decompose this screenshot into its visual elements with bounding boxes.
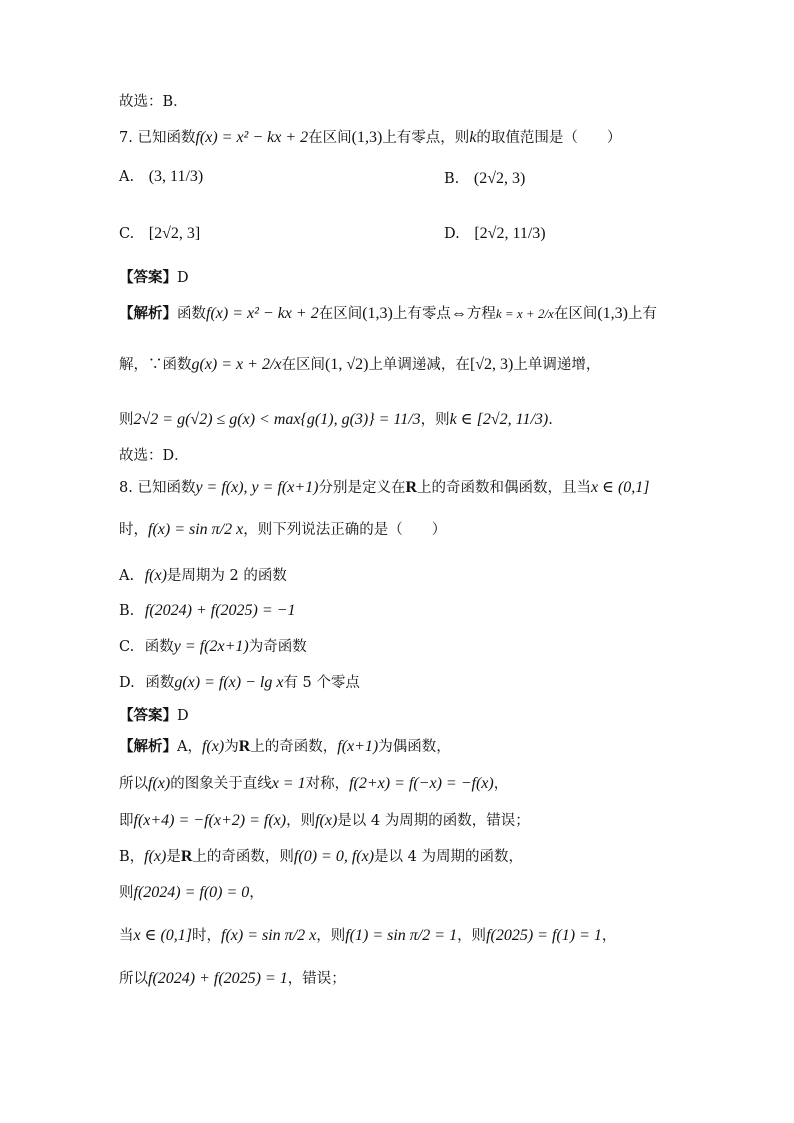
f: f(x) [201, 738, 225, 755]
f: (1, √2) [325, 356, 369, 373]
q8-option-d [119, 673, 360, 693]
q8-option-b [119, 601, 295, 621]
q8-analysis-line-7 [119, 969, 346, 989]
t: 当 [119, 928, 134, 944]
q7-stem-text-d: 的取值范围是（ ） [476, 130, 622, 146]
t: 为奇函数 [248, 639, 307, 655]
f: x = 1 [271, 775, 306, 792]
real-set-symbol: R [180, 848, 193, 865]
t: 上有零点 [392, 306, 451, 322]
t: 上的奇函数和偶函数，且当 [417, 480, 592, 496]
because-symbol: ∵ [148, 357, 163, 373]
q8-answer-value: D [177, 708, 189, 724]
q8-stem-line-2 [119, 520, 446, 540]
f: f(x) = sin π/2 x [148, 521, 244, 538]
t: ，则 [316, 928, 346, 944]
previous-answer-line: 故选：B． [119, 94, 188, 110]
f: f(x+1) [337, 738, 379, 755]
q7-analysis-tag: 【解析】 [119, 305, 177, 322]
q8-analysis-line-5 [119, 883, 264, 903]
q7-option-b [444, 170, 525, 188]
q7-option-d-label: D. [444, 226, 460, 242]
t: 所以 [119, 776, 148, 792]
t: 函数 [145, 675, 175, 691]
t: 函数 [144, 639, 174, 655]
t: 在区间 [318, 306, 363, 322]
q8-option-c [119, 637, 307, 657]
q7-option-c-value: [2√2, 3] [148, 225, 201, 242]
q7-option-c [119, 225, 200, 243]
f: f(x) = x² − kx + 2 [206, 305, 319, 322]
q7-option-a-value: (3, 11/3) [148, 168, 204, 185]
q7-option-d [444, 225, 546, 243]
label: A. [119, 568, 135, 584]
t: 解， [119, 357, 148, 373]
f: f(x) [144, 848, 167, 865]
t: B， [119, 849, 145, 865]
t: 上的奇函数， [250, 739, 338, 755]
q8-analysis-line-2 [119, 774, 508, 794]
real-set-symbol: R [405, 479, 418, 496]
t: 有 5 个零点 [283, 675, 360, 691]
t: ， [493, 776, 509, 792]
q7-answer-value: D [177, 270, 189, 286]
q8-option-a [119, 566, 287, 586]
t: 上的奇函数，则 [192, 849, 294, 865]
f: f(2024) + f(2025) = 1 [148, 970, 288, 987]
q7-option-b-value: (2√2, 3) [473, 170, 526, 187]
t: 的图象关于直线 [170, 776, 272, 792]
t: 上有 [627, 306, 657, 322]
q7-interval: (1,3) [351, 129, 383, 146]
q8-analysis-line-3 [119, 811, 530, 831]
q7-stem-text-b: 在区间 [308, 130, 352, 146]
t: 所以 [119, 971, 148, 987]
f: f(x+4) = −f(x+2) = f(x) [133, 812, 287, 829]
f: f(x) = sin π/2 x [221, 927, 317, 944]
q8-analysis-line-4 [119, 847, 523, 867]
q8-answer-tag: 【答案】 [119, 707, 177, 724]
f: f(0) = 0, f(x) [293, 848, 375, 865]
f: f(x) [148, 775, 171, 792]
t: 上单调递增， [513, 357, 601, 373]
f: x ∈ (0,1] [591, 479, 650, 496]
t: 为偶函数， [378, 739, 451, 755]
f: ⇔ [450, 305, 467, 322]
q7-stem-text: 已知函数 [137, 130, 196, 146]
q7-stem [119, 128, 621, 148]
f: f(2+x) = f(−x) = −f(x) [349, 775, 494, 792]
t: 是周期为 2 的函数 [166, 568, 287, 584]
f: f(2025) = f(1) = 1 [486, 927, 602, 944]
f: g(x) = x + 2/x [191, 356, 282, 373]
label: C. [119, 639, 135, 655]
q8-analysis-tag: 【解析】 [119, 738, 177, 755]
t: ，错误； [287, 971, 346, 987]
f: f(2024) = f(0) = 0 [133, 884, 250, 901]
q7-option-d-value: [2√2, 11/3) [474, 225, 546, 242]
t: 在区间 [553, 306, 598, 322]
f: x ∈ (0,1] [133, 927, 192, 944]
t: 则 [119, 885, 134, 901]
q8-stem-line-1 [119, 478, 650, 498]
t: 则 [119, 412, 134, 428]
q7-analysis-line-2 [119, 355, 600, 375]
t: 是 [166, 849, 181, 865]
t: ，则下列说法正确的是（ ） [243, 522, 447, 538]
q8-analysis-line-1 [119, 737, 451, 757]
t: 已知函数 [137, 480, 196, 496]
t: 分别是定义在 [318, 480, 406, 496]
q7-var: k [469, 129, 477, 146]
q7-answer-tag: 【答案】 [119, 269, 177, 286]
q8-answer [119, 706, 189, 726]
t: 上单调递减，在 [368, 357, 470, 373]
f: f(x) [315, 812, 338, 829]
t: ， [249, 885, 264, 901]
label: D. [119, 675, 135, 691]
t: 为 [224, 739, 239, 755]
q8-analysis-line-6 [119, 926, 616, 946]
q7-stem-text-c: 上有零点，则 [382, 130, 470, 146]
t: 对称， [305, 776, 350, 792]
f: k = x + 2/x [495, 306, 554, 321]
t: 是以 4 为周期的函数， [374, 849, 523, 865]
t: 函数 [162, 357, 192, 373]
q7-option-a [119, 168, 203, 186]
q7-number: 7. [119, 130, 133, 146]
t: 时， [119, 522, 148, 538]
q7-analysis-line-3 [119, 410, 553, 430]
f: g(x) = f(x) − lg x [174, 674, 284, 691]
t: A， [177, 739, 202, 755]
q7-analysis-line-1 [119, 304, 657, 324]
t: 方程 [466, 306, 496, 322]
t: 在区间 [281, 357, 325, 373]
f: f(1) = sin π/2 = 1 [345, 927, 458, 944]
f: (1,3) [362, 305, 393, 322]
f: [√2, 3) [469, 356, 514, 373]
label: B. [119, 603, 135, 619]
q7-option-b-label: B. [444, 171, 460, 187]
f: y = f(2x+1) [173, 638, 249, 655]
q7-choice-line: 故选：D． [119, 448, 189, 464]
f: f(x) [144, 567, 167, 584]
t: 时， [192, 928, 221, 944]
real-set-symbol: R [238, 738, 251, 755]
f: 2√2 = g(√2) ≤ g(x) < max{g(1), g(3)} = 11/3 [133, 411, 421, 428]
t: 函数 [177, 306, 206, 322]
t: 是以 4 为周期的函数，错误； [337, 813, 530, 829]
f: f(2024) + f(2025) = −1 [144, 602, 296, 619]
t: . [548, 412, 553, 428]
f: k ∈ [2√2, 11/3) [449, 411, 549, 428]
q7-formula: f(x) = x² − kx + 2 [195, 129, 309, 146]
t: ，则 [420, 412, 450, 428]
q7-answer [119, 268, 189, 288]
t: ，则 [286, 813, 316, 829]
q7-option-c-label: C. [119, 226, 135, 242]
f: y = f(x), y = f(x+1) [195, 479, 319, 496]
q8-number: 8. [119, 480, 133, 496]
t: ，则 [457, 928, 487, 944]
t: ， [601, 928, 617, 944]
q7-option-a-label: A. [119, 169, 135, 185]
f: (1,3) [597, 305, 628, 322]
t: 即 [119, 813, 134, 829]
